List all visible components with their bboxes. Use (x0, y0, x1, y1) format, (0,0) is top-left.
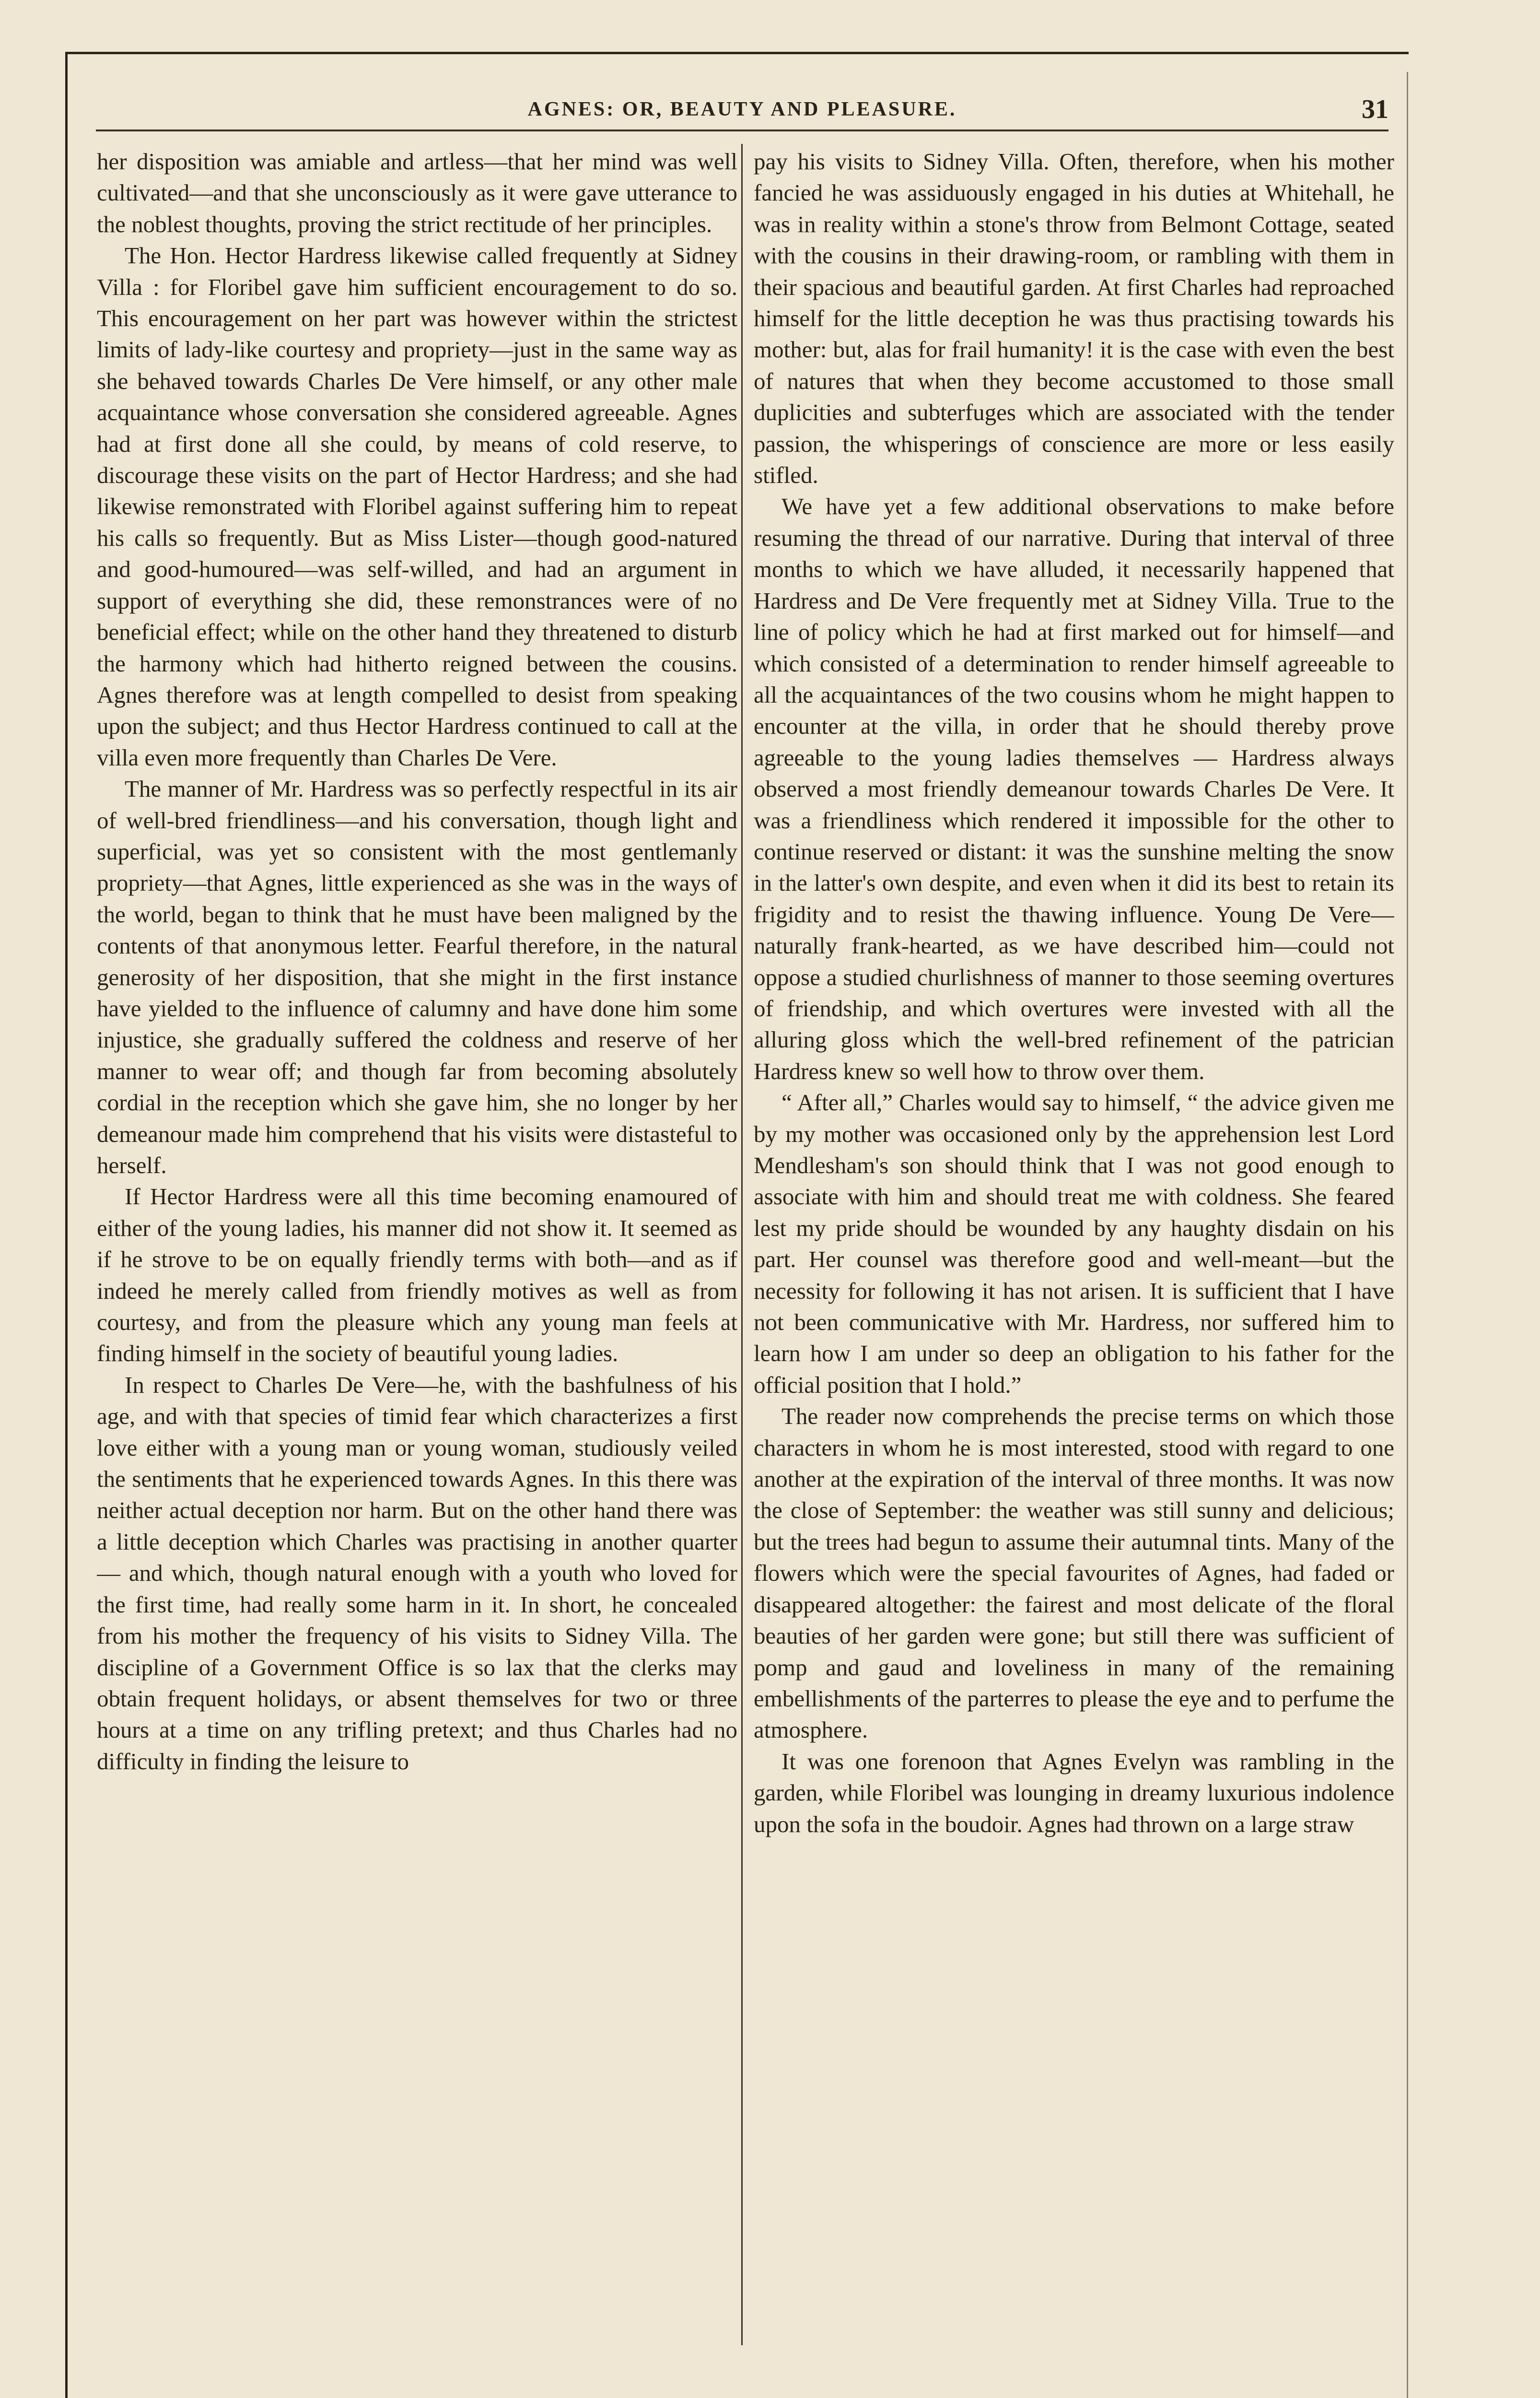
column-divider (741, 144, 743, 2345)
page-header (96, 94, 1388, 128)
paragraph: The Hon. Hector Hardress likewise called frequently at Sidney Villa : for Floribel gave him sufficient encouragement to do so. This encouragement on her part was however within the strictest limits of lady-like courtesy and propriety—just in the same way as she behaved towards Charles De Vere himself, or any other male acquaintance whose conversation she considered agreeable. Agnes had at first done all she could, by means of cold reserve, to discourage these visits on the part of Hector Hardress; and she had likewise remonstrated with Floribel against suffering him to repeat his calls so frequently. But as Miss Lister—though good-natured and good-humoured—was self-willed, and had an argument in support of everything she did, these remonstrances were of no beneficial effect; while on the other hand they threatened to disturb the harmony which had hitherto reigned between the cousins. Agnes therefore was at length compelled to desist from speaking upon the subject; and thus Hector Hardress continued to call at the villa even more frequently than Charles De Vere. (97, 242, 737, 771)
paragraph: her disposition was amiable and artless—that her mind was well cultivated—and that she unconsciously as it were gave utterance to the noblest thoughts, proving the strict rectitude of her principles. (97, 148, 737, 237)
page-frame-top-rule (65, 52, 1409, 54)
paragraph: The manner of Mr. Hardress was so perfectly respectful in its air of well-bred friendliness—and his conversation, though light and superficial, was yet so consistent with the most gentlemanly propriety—that Agnes, little experienced as she was in the ways of the world, began to think that he must have been maligned by the contents of that anonymous letter. Fearful therefore, in the natural generosity of her disposition, that she might in the first instance have yielded to the influence of calumny and have done him some injustice, she gradually suffered the coldness and reserve of her manner to wear off; and though far from becoming absolutely cordial in the reception which she gave him, she no longer by her demeanour made him comprehend that his visits were distasteful to herself. (97, 776, 737, 1178)
paragraph: The reader now comprehends the precise terms on which those characters in whom he is most interested, stood with regard to one another at the expiration of the interval of three months. It was now the close of September: the weather was still sunny and delicious; but the trees had begun to assume their autumnal tints. Many of the flowers which were the special favourites of Agnes, had faded or disappeared altogether: the fairest and most delicate of the floral beauties of her garden were gone; but still there was sufficient of pomp and gaud and loveliness in many of the remaining embellishments of the parterres to please the eye and to perfume the atmosphere. (754, 1403, 1394, 1743)
paragraph: If Hector Hardress were all this time becoming enamoured of either of the young ladies, his manner did not show it. It seemed as if he strove to be on equally friendly terms with both—and as if indeed he merely called from friendly motives as well as from courtesy, and from the pleasure which any young man feels at finding himself in the society of beautiful young ladies. (97, 1183, 737, 1367)
page-frame-right-rule (1407, 72, 1408, 2398)
running-title: AGNES: OR, BEAUTY AND PLEASURE. (527, 98, 957, 120)
paragraph: pay his visits to Sidney Villa. Often, therefore, when his mother fancied he was assiduously engaged in his duties at Whitehall, he was in reality within a stone's throw from Belmont Cottage, seated with the cousins in their drawing-room, or rambling with them in their spacious and beautiful garden. At first Charles had reproached himself for the little deception he was thus practising towards his mother: but, alas for frail humanity! it is the case with even the best of natures that when they become accustomed to those small duplicities and subterfuges which are associated with the tender passion, the whisperings of conscience are more or less easily stifled. (754, 148, 1394, 489)
header-rule (96, 129, 1388, 131)
paragraph: It was one forenoon that Agnes Evelyn was rambling in the garden, while Floribel was lounging in dreamy luxurious indolence upon the sofa in the boudoir. Agnes had thrown on a large straw (754, 1748, 1394, 1837)
page-number: 31 (1362, 94, 1388, 124)
page-frame-left-rule (65, 52, 68, 2398)
right-column (754, 146, 1394, 2342)
left-column (97, 146, 737, 2342)
paragraph: “ After all,” Charles would say to himself, “ the advice given me by my mother was occasioned only by the apprehension lest Lord Mendlesham's son should think that I was not good enough to associate with him and should treat me with coldness. She feared lest my pride should be wounded by any haughty disdain on his part. Her counsel was therefore good and well-meant—but the necessity for following it has not arisen. It is sufficient that I have not been communicative with Mr. Hardress, nor suffered him to learn how I am under so deep an obligation to his father for the official position that I hold.” (754, 1089, 1394, 1398)
paragraph: In respect to Charles De Vere—he, with the bashfulness of his age, and with that species of timid fear which characterizes a first love either with a young man or young woman, studiously veiled the sentiments that he experienced towards Agnes. In this there was neither actual deception nor harm. But on the other hand there was a little deception which Charles was practising in another quarter — and which, though natural enough with a youth who loved for the first time, had really some harm in it. In short, he concealed from his mother the frequency of his visits to Sidney Villa. The discipline of a Government Office is so lax that the clerks may obtain frequent holidays, or absent themselves for two or three hours at a time on any trifling pretext; and thus Charles had no difficulty in finding the leisure to (97, 1371, 737, 1775)
paragraph: We have yet a few additional observations to make before resuming the thread of our narrative. During that interval of three months to which we have alluded, it necessarily happened that Hardress and De Vere frequently met at Sidney Villa. True to the line of policy which he had at first marked out for himself—and which consisted of a determination to render himself agreeable to all the acquaintances of the two cousins whom he might happen to encounter at the villa, in order that he should thereby prove agreeable to the young ladies themselves — Hardress always observed a most friendly demeanour towards Charles De Vere. It was a friendliness which rendered it impossible for the other to continue reserved or distant: it was the sunshine melting the snow in the latter's own despite, and even when it did its best to retain its frigidity and to resist the thawing influence. Young De Vere—naturally frank-hearted, as we have described him—could not oppose a studied churlishness of manner to those seeming overtures of friendship, and which overtures were invested with all the alluring gloss which the well-bred refinement of the patrician Hardress knew so well how to throw over them. (754, 493, 1394, 1084)
